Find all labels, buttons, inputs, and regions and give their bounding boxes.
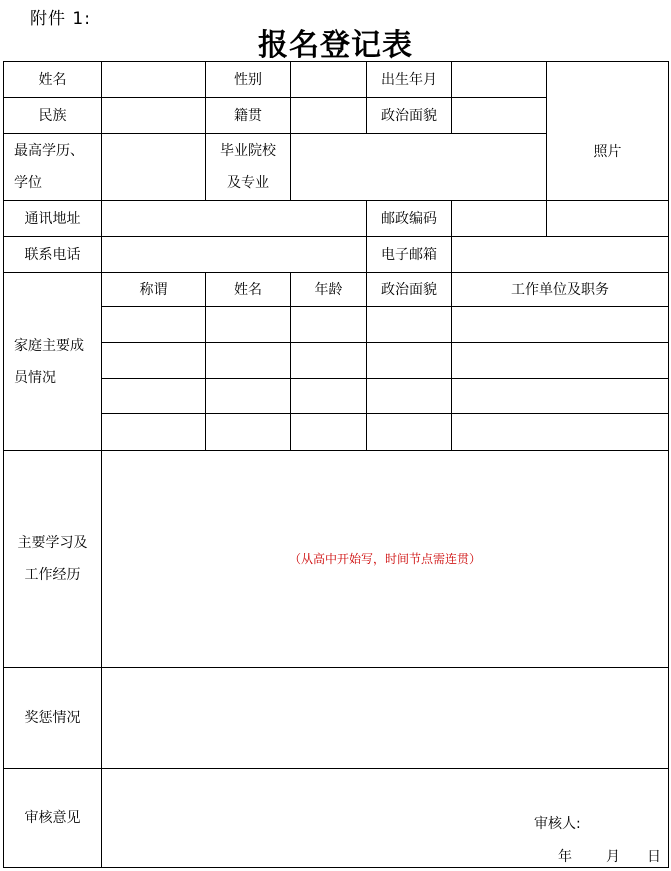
label-family-line2: 员情况: [14, 369, 56, 386]
label-education-line2: 学位: [14, 175, 42, 191]
review-year-label: 年: [558, 849, 572, 865]
input-school[interactable]: [291, 134, 546, 200]
input-native-place[interactable]: [291, 98, 366, 133]
input-political-status[interactable]: [452, 98, 546, 133]
input-name[interactable]: [102, 62, 205, 97]
label-school-line1: 毕业院校: [220, 143, 276, 159]
label-school: [206, 134, 290, 200]
input-postcode[interactable]: [452, 201, 546, 236]
label-family-line1: 家庭主要成: [14, 337, 84, 354]
family-row[interactable]: [102, 414, 668, 450]
label-school-line2: 及专业: [227, 175, 269, 191]
label-political-status: 政治面貌: [381, 107, 437, 124]
input-review[interactable]: [102, 769, 668, 867]
label-address: 通讯地址: [24, 210, 81, 227]
family-header-age: 年龄: [314, 281, 343, 298]
label-education: [4, 134, 101, 200]
input-gender[interactable]: [291, 62, 366, 97]
attachment-label: 附件 1:: [30, 9, 91, 29]
history-note: （从高中开始写，时间节点需连贯）: [288, 552, 481, 566]
label-history-line1: 主要学习及: [17, 535, 88, 551]
reviewer-label: 审核人:: [534, 816, 581, 832]
label-email: 电子邮箱: [381, 246, 437, 263]
family-row[interactable]: [102, 343, 668, 378]
review-month-label: 月: [606, 849, 620, 865]
label-family: [4, 273, 101, 450]
label-awards: 奖惩情况: [24, 710, 81, 726]
family-header-political: 政治面貌: [381, 281, 437, 298]
family-header-name: 姓名: [234, 281, 262, 298]
family-row[interactable]: [102, 307, 668, 342]
photo-label: 照片: [593, 144, 622, 160]
input-email[interactable]: [452, 237, 668, 272]
review-day-label: 日: [647, 849, 661, 865]
input-awards[interactable]: [102, 668, 668, 768]
label-history: [4, 451, 101, 667]
input-address[interactable]: [102, 201, 366, 236]
label-postcode: 邮政编码: [381, 210, 437, 227]
input-history[interactable]: [102, 451, 668, 667]
input-ethnicity[interactable]: [102, 98, 205, 133]
family-header-workplace: 工作单位及职务: [511, 281, 609, 298]
input-education[interactable]: [102, 134, 205, 200]
label-birth: 出生年月: [381, 71, 437, 88]
label-phone: 联系电话: [24, 246, 81, 263]
label-native-place: 籍贯: [234, 107, 262, 124]
form-title: 报名登记表: [258, 28, 413, 63]
label-ethnicity: 民族: [38, 107, 67, 124]
label-gender: 性别: [234, 71, 262, 88]
family-header-relation: 称谓: [139, 281, 168, 298]
input-phone[interactable]: [102, 237, 366, 272]
label-review: 审核意见: [24, 810, 81, 826]
label-education-line1: 最高学历、: [14, 143, 84, 159]
label-name: 姓名: [38, 71, 67, 88]
input-birth[interactable]: [452, 62, 546, 97]
photo-box[interactable]: [547, 62, 668, 236]
label-history-line2: 工作经历: [24, 567, 81, 583]
family-row[interactable]: [102, 379, 668, 413]
